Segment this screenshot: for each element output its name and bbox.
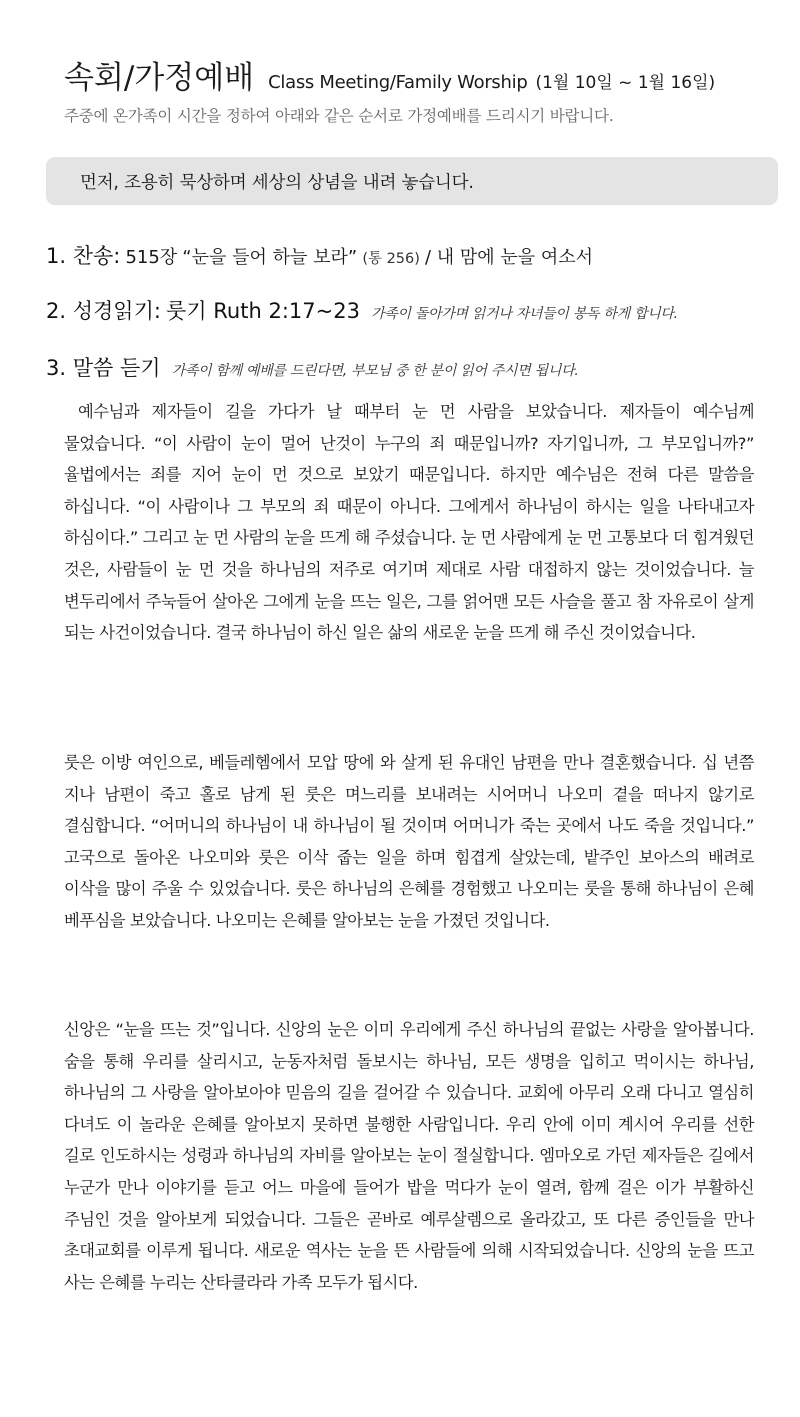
scripture-reference: 룻기 Ruth 2:17~23 (166, 299, 360, 323)
step-hymn (46, 240, 593, 270)
step-sermon (46, 352, 578, 382)
step-hymn-heading: 1. 찬송: (46, 244, 121, 268)
page-subtitle: 주중에 온가족이 시간을 정하여 아래와 같은 순서로 가정예배를 드리시기 바랍니다. (64, 107, 614, 125)
scripture-note: 가족이 돌아가며 읽거나 자녀들이 봉독 하게 합니다. (371, 306, 678, 322)
hymn-alt-number: (통 256) (362, 251, 420, 267)
sermon-paragraph-2: 룻은 이방 여인으로, 베들레헴에서 모압 땅에 와 살게 된 유대인 남편을 만나 결혼했습니다. 십 년쯤 지나 남편이 죽고 홀로 남게 된 룻은 며느리를 보내려는 시어머니 나오미 곁을 떠나지 않기로 결심합니다. “어머니의 하나님이 내 하나님이 될 것이며 어머니가 죽는 곳에서 나도 죽을 것입니다.” 고국으로 돌아온 나오미와 룻은 이삭 줍는 일을 하며 힘겹게 살았는데, 밭주인 보아스의 배려로 이삭을 많이 주울 수 있었습니다. 룻은 하나님의 은혜를 경험했고 나오미는 룻을 통해 하나님이 은혜 베푸심을 보았습니다. 나오미는 은혜를 알아보는 눈을 가졌던 것입니다. (64, 753, 754, 930)
banner-text: 먼저, 조용히 묵상하며 세상의 상념을 내려 놓습니다. (80, 172, 474, 193)
meditation-banner (46, 157, 778, 205)
sermon-paragraph-3: 신앙은 “눈을 뜨는 것”입니다. 신앙의 눈은 이미 우리에게 주신 하나님의 끝없는 사랑을 알아봅니다. 숨을 통해 우리를 살리시고, 눈동자처럼 돌보시는 하나님, 모든 생명을 입히고 먹이시는 하나님, 하나님의 그 사랑을 알아보아야 믿음의 길을 걸어갈 수 있습니다. 교회에 아무리 오래 다니고 열심히 다녀도 이 놀라운 은혜를 알아보지 못하면 불행한 사람입니다. 우리 안에 이미 계시어 우리를 선한 길로 인도하시는 성령과 하나님의 자비를 알아보는 눈이 절실합니다. 엠마오로 가던 제자들은 길에서 누군가 만나 이야기를 듣고 어느 마을에 들어가 밥을 먹다가 눈이 열려, 함께 걸은 이가 부활하신 주님인 것을 알아보게 되었습니다. 그들은 곧바로 예루살렘으로 올라갔고, 또 다른 증인들을 만나 초대교회를 이루게 됩니다. 새로운 역사는 눈을 뜬 사람들에 의해 시작되었습니다. 신앙의 눈을 뜨고 사는 은혜를 누리는 산타클라라 가족 모두가 됩시다. (64, 1020, 754, 1292)
hymn-title: “눈을 들어 하늘 보라” (182, 247, 358, 268)
page-title: 속회/가정예배 (64, 60, 255, 96)
step-scripture-heading: 2. 성경읽기: (46, 299, 161, 323)
sermon-paragraph-1: 예수님과 제자들이 길을 가다가 날 때부터 눈 먼 사람을 보았습니다. 제자들이 예수님께 물었습니다. “이 사람이 눈이 멀어 난것이 누구의 죄 때문입니까? 자기입니까, 그 부모입니까?” 율법에서는 죄를 지어 눈이 먼 것으로 보았기 때문입니다. 하지만 예수님은 전혀 다른 말씀을 하십니다. “이 사람이나 그 부모의 죄 때문이 아니다. 그에게서 하나님이 하시는 일을 나타내고자 하심이다.” 그리고 눈 먼 사람의 눈을 뜨게 해 주셨습니다. 눈 먼 사람에게 눈 먼 고통보다 더 힘겨웠던 것은, 사람들이 눈 먼 것을 하나님의 저주로 여기며 제대로 사람 대접하지 않는 것이었습니다. 늘 변두리에서 주눅들어 살아온 그에게 눈을 뜨는 일은, 그를 얽어맨 모든 사슬을 풀고 참 자유로이 살게 되는 사건이었습니다. 결국 하나님이 하신 일은 삶의 새로운 눈을 뜨게 해 주신 것이었습니다. (64, 402, 754, 643)
page-title-english: Class Meeting/Family Worship (268, 72, 528, 93)
hymn-extra: / 내 맘에 눈을 여소서 (425, 247, 594, 268)
date-range: (1월 10일 ~ 1월 16일) (535, 73, 716, 93)
step-scripture (46, 295, 678, 325)
step-sermon-heading: 3. 말씀 듣기 (46, 356, 161, 380)
sermon-note: 가족이 함께 예배를 드린다면, 부모님 중 한 분이 읽어 주시면 됩니다. (171, 363, 579, 379)
hymn-number: 515장 (125, 247, 178, 268)
page-header (64, 52, 784, 97)
